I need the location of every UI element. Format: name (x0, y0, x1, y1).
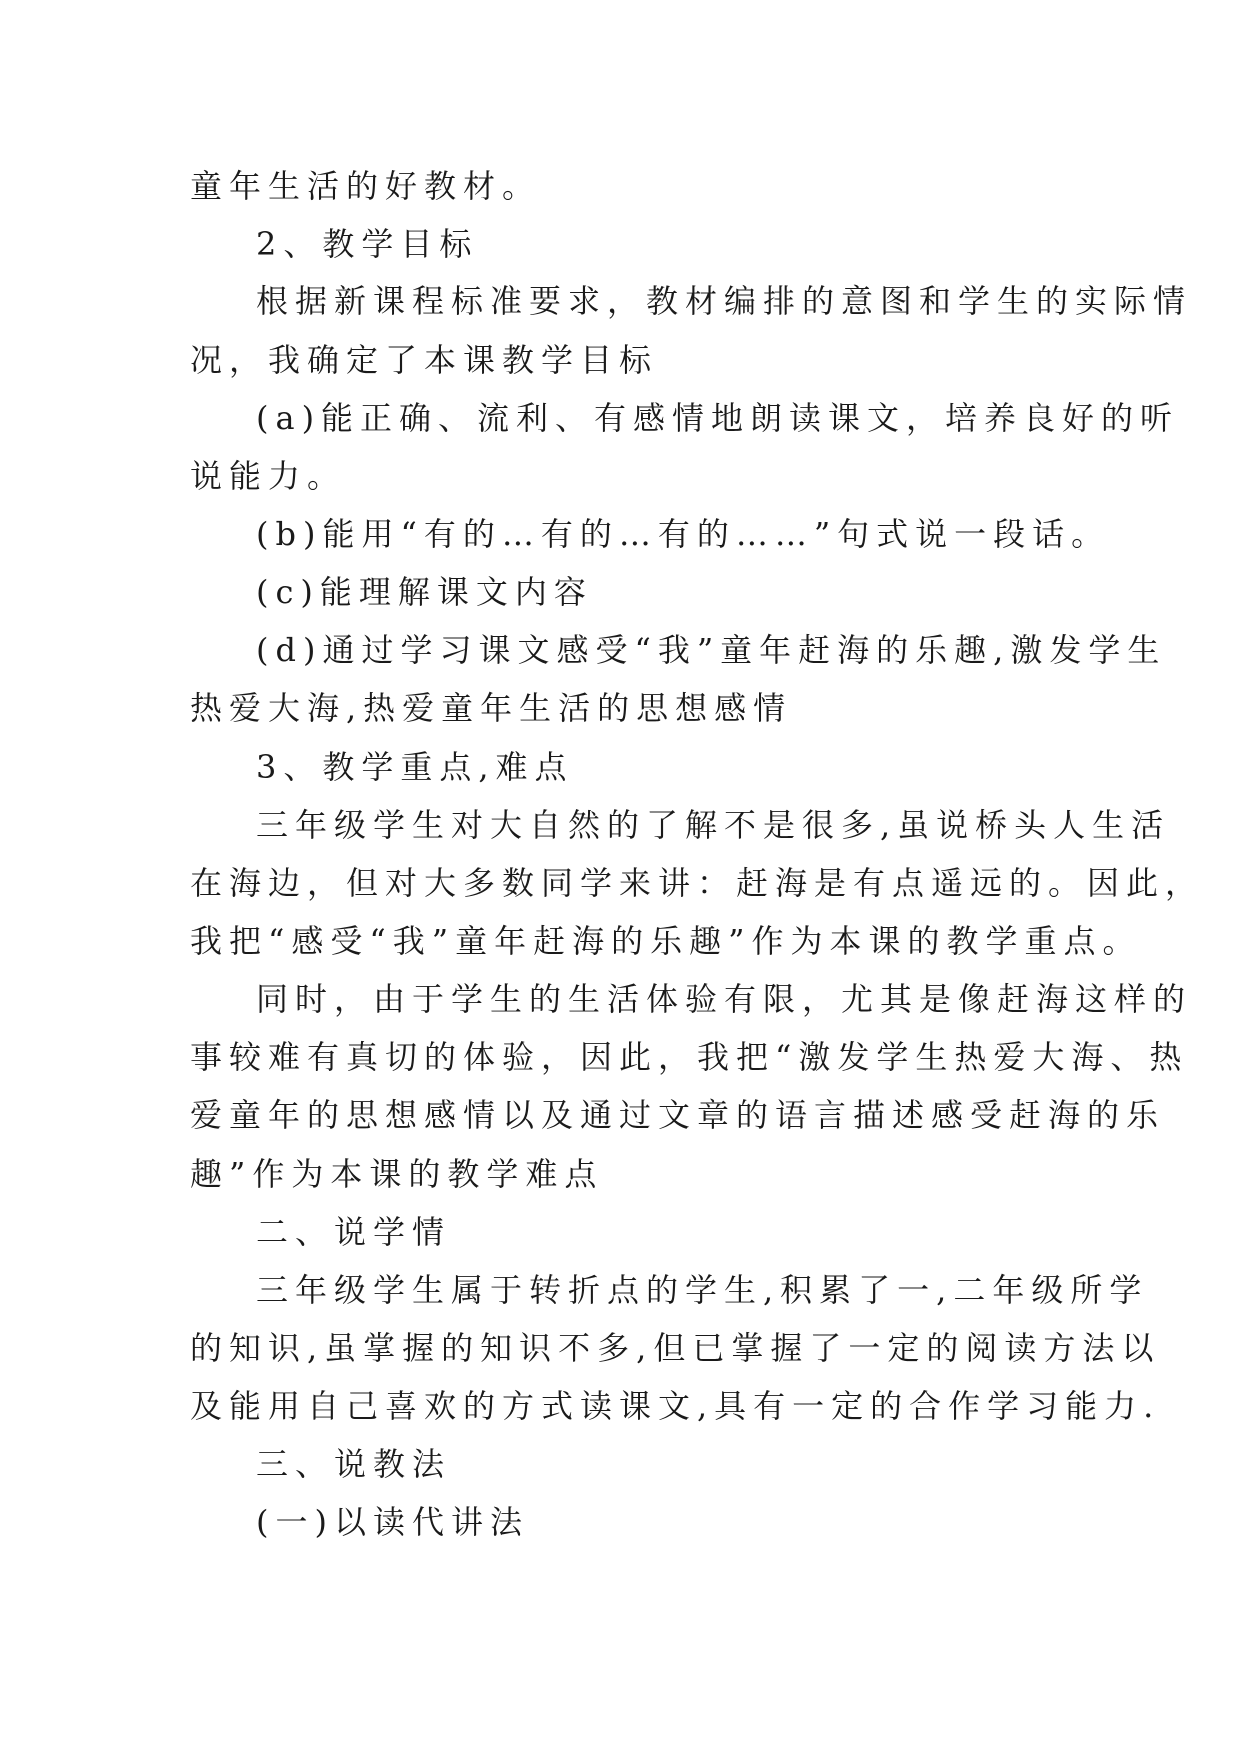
section-heading: 三、说教法 (256, 1445, 452, 1483)
paragraph-line: 及能用自己喜欢的方式读课文,具有一定的合作学习能力. (190, 1387, 1161, 1425)
list-item-a-continued: 说能力。 (190, 457, 347, 495)
paragraph-line: 趣”作为本课的教学难点 (190, 1155, 604, 1193)
paragraph-line: 同时，由于学生的生活体验有限，尤其是像赶海这样的 (256, 980, 1193, 1018)
paragraph-line: 根据新课程标准要求，教材编排的意图和学生的实际情 (256, 282, 1193, 320)
paragraph-line: 三年级学生属于转折点的学生,积累了一,二年级所学 (256, 1271, 1149, 1309)
list-item-c: (c)能理解课文内容 (256, 573, 593, 611)
paragraph-line: 三年级学生对大自然的了解不是很多,虽说桥头人生活 (256, 806, 1171, 844)
text-line: 童年生活的好教材。 (190, 167, 542, 205)
paragraph-line: 我把“感受“我”童年赶海的乐趣”作为本课的教学重点。 (190, 922, 1142, 960)
paragraph-line: 况，我确定了本课教学目标 (190, 341, 659, 379)
paragraph-line: 在海边，但对大多数同学来讲：赶海是有点遥远的。因此， (190, 864, 1205, 902)
list-item-b: (b)能用“有的…有的…有的……”句式说一段话。 (256, 515, 1111, 553)
subsection-heading: (一)以读代讲法 (256, 1503, 529, 1541)
section-heading: 二、说学情 (256, 1213, 452, 1251)
paragraph-line: 事较难有真切的体验，因此，我把“激发学生热爱大海、热 (190, 1038, 1189, 1076)
section-heading: 2、教学目标 (256, 225, 479, 263)
paragraph-line: 的知识,虽掌握的知识不多,但已掌握了一定的阅读方法以 (190, 1329, 1161, 1367)
list-item-d: (d)通过学习课文感受“我”童年赶海的乐趣,激发学生 (256, 631, 1167, 669)
list-item-a: (a)能正确、流利、有感情地朗读课文，培养良好的听 (256, 399, 1180, 437)
list-item-d-continued: 热爱大海,热爱童年生活的思想感情 (190, 689, 793, 727)
paragraph-line: 爱童年的思想感情以及通过文章的语言描述感受赶海的乐 (190, 1096, 1166, 1134)
section-heading: 3、教学重点,难点 (256, 748, 574, 786)
